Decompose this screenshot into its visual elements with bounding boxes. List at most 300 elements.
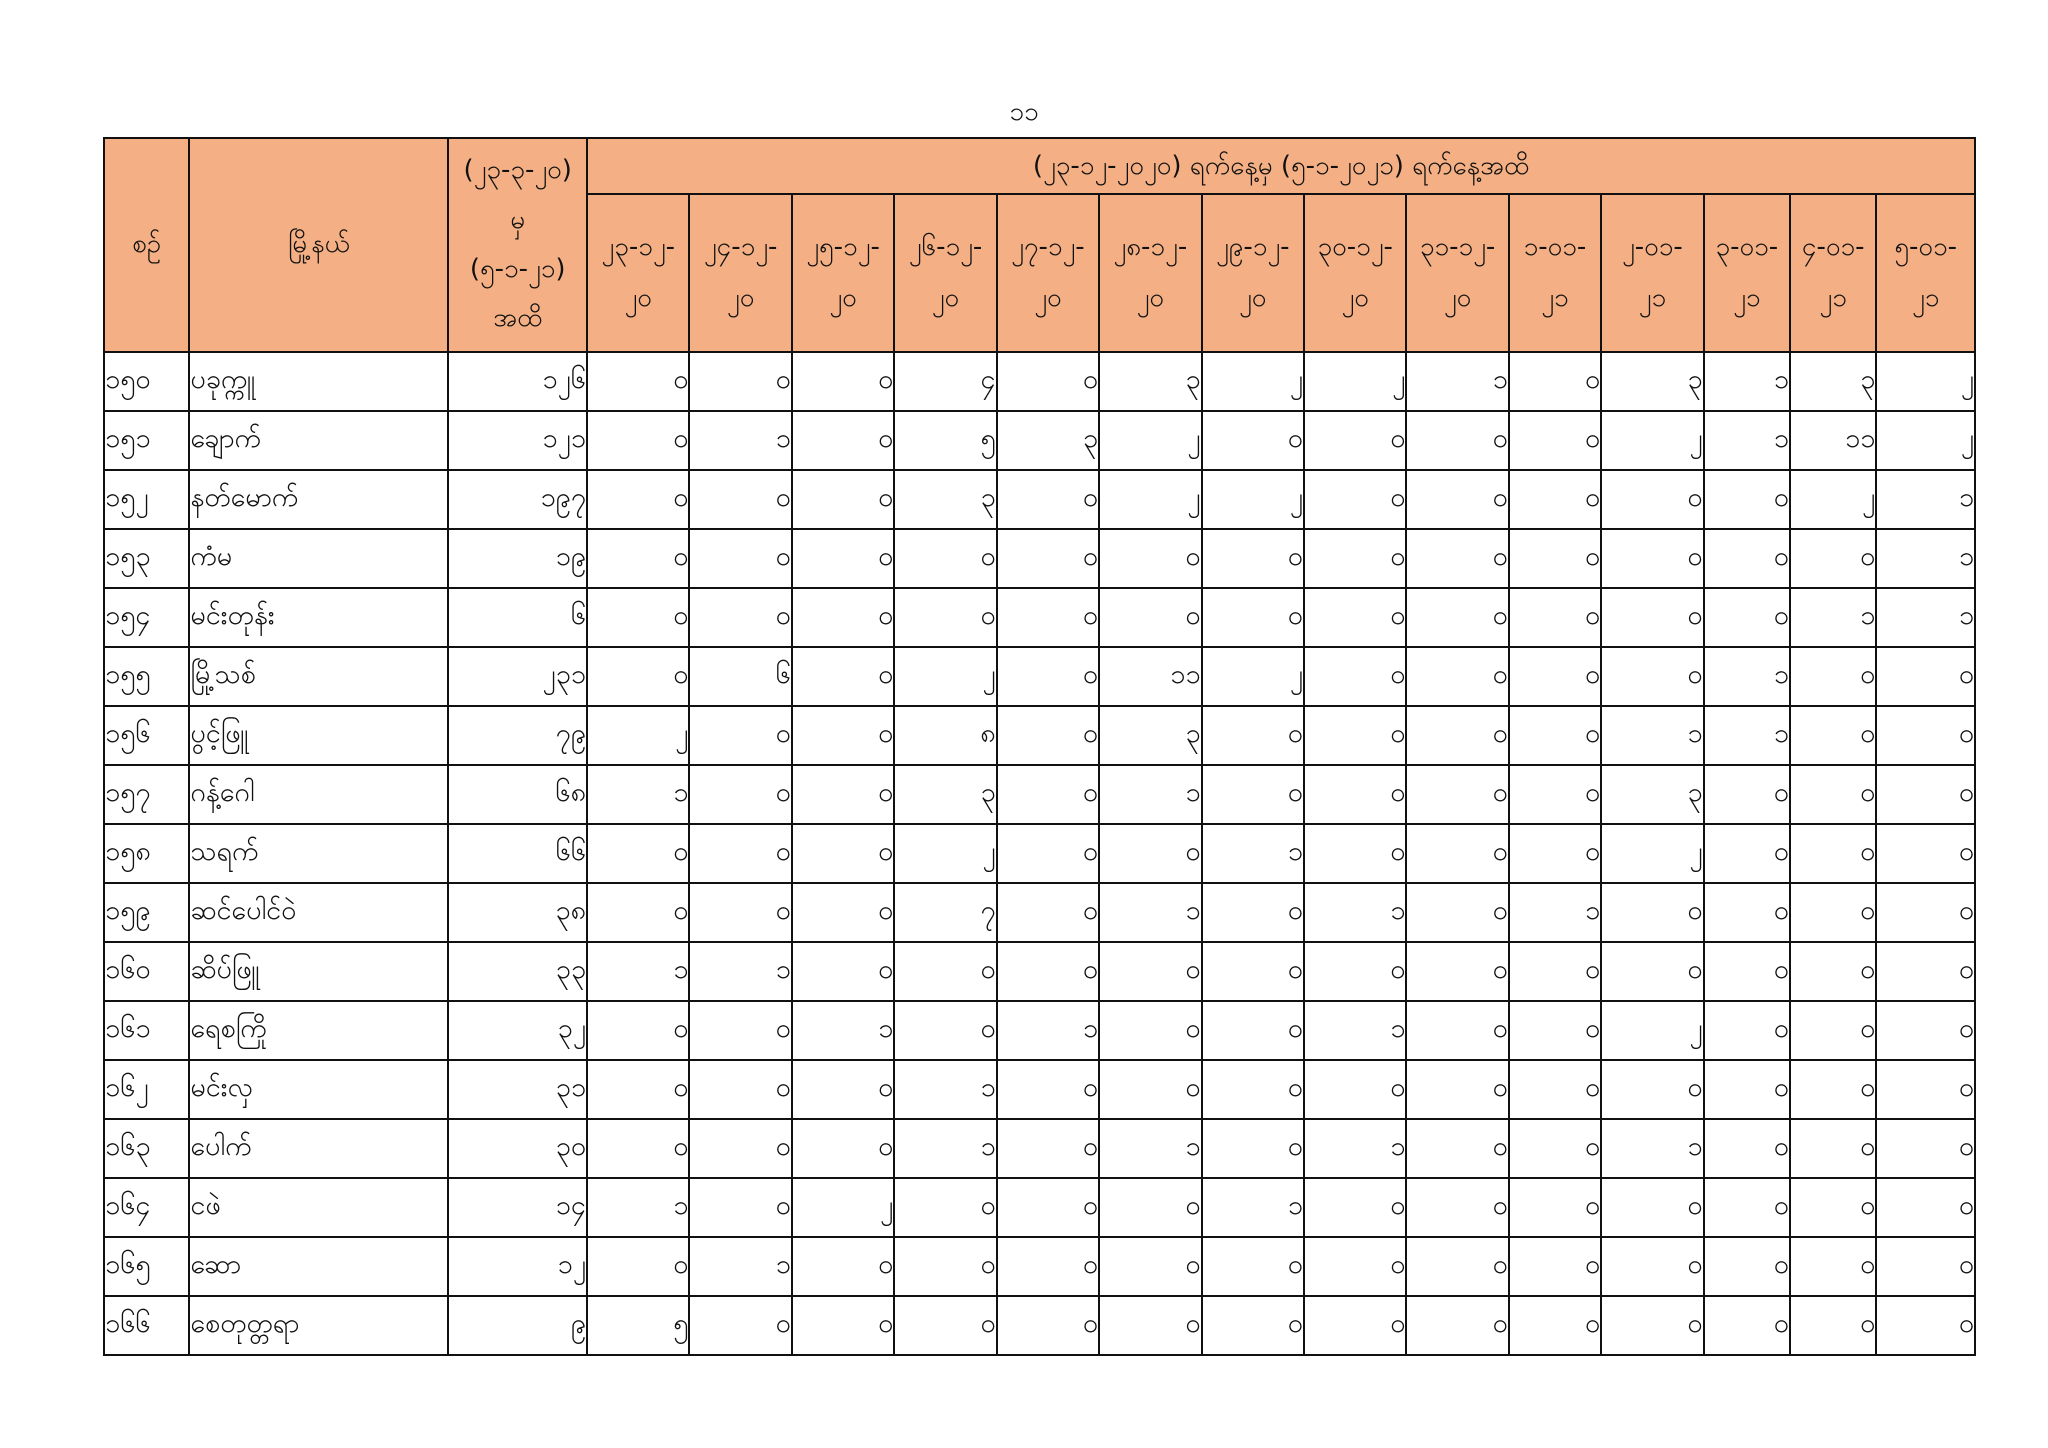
cell-daily-count: ၇ — [894, 883, 996, 942]
cell-daily-count: ၀ — [792, 1296, 894, 1355]
header-date-line1: ၃-၀၁- — [1715, 232, 1779, 263]
header-date-line2: ၂၀ — [1136, 283, 1165, 313]
cell-daily-count: ၃ — [894, 470, 996, 529]
cell-daily-count: ၀ — [1406, 824, 1508, 883]
cell-serial: ၁၅၀ — [104, 352, 189, 411]
cell-daily-count: ၂ — [1202, 647, 1304, 706]
header-date-line2: ၂၀ — [829, 283, 857, 313]
cell-daily-count: ၂ — [894, 824, 996, 883]
cell-daily-count: ၀ — [1876, 765, 1975, 824]
cell-daily-count: ၀ — [1790, 1237, 1876, 1296]
cell-daily-count: ၅ — [894, 411, 996, 470]
cell-daily-count: ၀ — [1099, 1001, 1201, 1060]
cell-daily-count: ၀ — [1601, 942, 1703, 1001]
cell-daily-count: ၀ — [1406, 706, 1508, 765]
cell-township: ဆော — [189, 1237, 448, 1296]
cell-daily-count: ၃ — [1099, 352, 1201, 411]
cell-daily-count: ၀ — [792, 352, 894, 411]
cell-daily-count: ၀ — [689, 470, 791, 529]
cell-daily-count: ၀ — [1304, 470, 1406, 529]
cell-daily-count: ၀ — [1790, 1060, 1876, 1119]
cell-serial: ၁၅၉ — [104, 883, 189, 942]
cell-daily-count: ၀ — [1790, 1178, 1876, 1237]
cell-daily-count: ၀ — [689, 529, 791, 588]
header-date-line2: ၂၀ — [931, 283, 960, 313]
cell-daily-count: ၀ — [1601, 470, 1703, 529]
header-date — [894, 194, 996, 352]
cell-daily-count: ၁ — [1099, 1119, 1201, 1178]
cell-total: ၁၉၇ — [448, 470, 587, 529]
cell-daily-count: ၀ — [1509, 647, 1601, 706]
cell-daily-count: ၀ — [997, 1060, 1099, 1119]
cell-daily-count: ၀ — [1876, 1296, 1975, 1355]
cell-daily-count: ၁ — [587, 1178, 689, 1237]
cell-daily-count: ၀ — [997, 942, 1099, 1001]
cell-total: ၃၁ — [448, 1060, 587, 1119]
cell-daily-count: ၀ — [1202, 1237, 1304, 1296]
cell-daily-count: ၀ — [894, 529, 996, 588]
header-date-line2: ၂၁ — [1541, 283, 1569, 313]
page-number: ၁၁ — [1009, 97, 1039, 127]
cell-daily-count: ၀ — [1509, 1119, 1601, 1178]
cell-daily-count: ၀ — [1601, 588, 1703, 647]
table-row — [104, 470, 1975, 529]
cell-daily-count: ၀ — [1202, 706, 1304, 765]
cell-daily-count: ၀ — [894, 1237, 996, 1296]
cell-daily-count: ၀ — [1202, 1119, 1304, 1178]
cell-daily-count: ၁ — [997, 1001, 1099, 1060]
header-date — [1704, 194, 1790, 352]
cell-daily-count: ၀ — [1099, 942, 1201, 1001]
cell-total: ၁၉ — [448, 529, 587, 588]
cell-serial: ၁၅၆ — [104, 706, 189, 765]
cell-daily-count: ၃ — [1601, 352, 1703, 411]
cell-daily-count: ၃ — [1099, 706, 1201, 765]
cell-daily-count: ၀ — [587, 588, 689, 647]
cell-daily-count: ၃ — [1790, 352, 1876, 411]
cell-daily-count: ၁ — [1704, 706, 1790, 765]
cell-daily-count: ၀ — [1202, 411, 1304, 470]
cell-daily-count: ၀ — [1304, 1060, 1406, 1119]
cell-township: မြို့သစ် — [189, 647, 448, 706]
cell-daily-count: ၀ — [1790, 1296, 1876, 1355]
header-date — [997, 194, 1099, 352]
cell-serial: ၁၆၂ — [104, 1060, 189, 1119]
cell-daily-count: ၀ — [792, 942, 894, 1001]
cell-daily-count: ၀ — [587, 529, 689, 588]
cell-daily-count: ၀ — [1304, 1296, 1406, 1355]
cell-daily-count: ၂ — [894, 647, 996, 706]
cell-daily-count: ၀ — [1304, 1178, 1406, 1237]
header-date-line1: ၂၉-၁၂- — [1215, 232, 1290, 263]
cell-serial: ၁၅၁ — [104, 411, 189, 470]
cell-daily-count: ၀ — [1704, 1237, 1790, 1296]
header-serial: စဉ် — [104, 138, 189, 352]
cell-daily-count: ၀ — [1406, 1237, 1508, 1296]
cell-serial: ၁၆၀ — [104, 942, 189, 1001]
table-row — [104, 765, 1975, 824]
cell-daily-count: ၀ — [587, 1237, 689, 1296]
cell-daily-count: ၀ — [894, 942, 996, 1001]
cell-daily-count: ၀ — [1406, 1178, 1508, 1237]
cell-total: ၉ — [448, 1296, 587, 1355]
cell-township: ဂန့်ဂေါ — [189, 765, 448, 824]
cell-township: ပခုက္ကူ — [189, 352, 448, 411]
cell-daily-count: ၁ — [792, 1001, 894, 1060]
cell-daily-count: ၀ — [1202, 1296, 1304, 1355]
cell-daily-count: ၀ — [1601, 1237, 1703, 1296]
cell-daily-count: ၁ — [1704, 352, 1790, 411]
cell-daily-count: ၀ — [1099, 1060, 1201, 1119]
cell-daily-count: ၀ — [1406, 411, 1508, 470]
cell-daily-count: ၀ — [1099, 529, 1201, 588]
table-row — [104, 411, 1975, 470]
header-date — [1876, 194, 1975, 352]
cell-daily-count: ၀ — [792, 411, 894, 470]
cell-total: ၃၀ — [448, 1119, 587, 1178]
cell-daily-count: ၀ — [1790, 1001, 1876, 1060]
header-date — [792, 194, 894, 352]
cell-daily-count: ၃ — [894, 765, 996, 824]
cell-daily-count: ၀ — [1406, 942, 1508, 1001]
header-date — [587, 194, 689, 352]
cell-serial: ၁၅၅ — [104, 647, 189, 706]
cell-daily-count: ၀ — [1509, 1296, 1601, 1355]
cell-daily-count: ၀ — [1304, 824, 1406, 883]
cell-daily-count: ၀ — [1509, 352, 1601, 411]
cell-daily-count: ၀ — [1876, 647, 1975, 706]
cell-daily-count: ၀ — [1704, 1178, 1790, 1237]
cell-daily-count: ၁ — [1304, 1001, 1406, 1060]
header-date-line2: ၂၀ — [1239, 283, 1267, 313]
cell-daily-count: ၀ — [1509, 470, 1601, 529]
cell-daily-count: ၀ — [1509, 1178, 1601, 1237]
cell-daily-count: ၁ — [1876, 470, 1975, 529]
cell-daily-count: ၀ — [689, 765, 791, 824]
cell-daily-count: ၀ — [997, 824, 1099, 883]
cell-daily-count: ၀ — [689, 706, 791, 765]
cell-daily-count: ၀ — [1509, 529, 1601, 588]
table-row — [104, 1001, 1975, 1060]
cell-daily-count: ၆ — [689, 647, 791, 706]
cell-daily-count: ၀ — [1509, 1001, 1601, 1060]
cell-daily-count: ၀ — [587, 1001, 689, 1060]
cell-daily-count: ၀ — [1406, 588, 1508, 647]
cell-township: ငဖဲ — [189, 1178, 448, 1237]
cell-daily-count: ၀ — [1704, 824, 1790, 883]
header-date-line1: ၂-၀၁- — [1621, 232, 1683, 263]
table-row — [104, 529, 1975, 588]
table-row — [104, 1178, 1975, 1237]
cell-daily-count: ၀ — [1406, 1060, 1508, 1119]
cell-daily-count: ၀ — [997, 647, 1099, 706]
header-date-line2: ၂၀ — [1034, 283, 1062, 313]
cell-daily-count: ၁ — [1876, 588, 1975, 647]
header-date — [1202, 194, 1304, 352]
cell-daily-count: ၀ — [1704, 1119, 1790, 1178]
header-date — [1304, 194, 1406, 352]
header-total-line3: (၅-၁-၂၁) — [469, 254, 566, 284]
cell-daily-count: ၀ — [997, 706, 1099, 765]
cell-daily-count: ၀ — [1202, 1060, 1304, 1119]
cell-total: ၆ — [448, 588, 587, 647]
cell-daily-count: ၀ — [1704, 765, 1790, 824]
cell-daily-count: ၀ — [1099, 824, 1201, 883]
cell-daily-count: ၃ — [1601, 765, 1703, 824]
header-date — [1601, 194, 1703, 352]
cell-daily-count: ၁ — [1406, 352, 1508, 411]
cell-daily-count: ၀ — [1790, 765, 1876, 824]
cell-serial: ၁၅၇ — [104, 765, 189, 824]
cell-serial: ၁၅၃ — [104, 529, 189, 588]
cell-daily-count: ၀ — [1304, 411, 1406, 470]
cell-daily-count: ၀ — [1790, 942, 1876, 1001]
header-date-range: (၂၃-၁၂-၂၀၂၀) ရက်နေ့မှ (၅-၁-၂၀၂၁) ရက်နေ့အထိ — [587, 138, 1975, 194]
cell-daily-count: ၀ — [689, 824, 791, 883]
cell-daily-count: ၀ — [894, 1178, 996, 1237]
cell-total: ၆၈ — [448, 765, 587, 824]
cell-daily-count: ၀ — [1704, 470, 1790, 529]
cell-daily-count: ၀ — [792, 647, 894, 706]
cell-daily-count: ၀ — [894, 1001, 996, 1060]
cell-total: ၇၉ — [448, 706, 587, 765]
cell-daily-count: ၀ — [1704, 1060, 1790, 1119]
cell-daily-count: ၀ — [1202, 883, 1304, 942]
cell-daily-count: ၄ — [894, 352, 996, 411]
header-date-line1: ၂၃-၁၂- — [601, 232, 675, 263]
cell-daily-count: ၀ — [1304, 588, 1406, 647]
cell-daily-count: ၀ — [792, 588, 894, 647]
table-row — [104, 883, 1975, 942]
cell-total: ၁၂ — [448, 1237, 587, 1296]
cell-daily-count: ၁ — [1601, 706, 1703, 765]
table-row — [104, 824, 1975, 883]
cell-daily-count: ၁ — [1704, 411, 1790, 470]
cell-daily-count: ၀ — [1304, 706, 1406, 765]
cell-daily-count: ၂ — [1601, 824, 1703, 883]
cell-daily-count: ၀ — [1601, 883, 1703, 942]
cell-daily-count: ၁ — [1509, 883, 1601, 942]
table-header — [104, 138, 1975, 352]
cell-daily-count: ၀ — [792, 883, 894, 942]
cell-daily-count: ၀ — [1509, 1237, 1601, 1296]
cell-daily-count: ၂ — [1876, 411, 1975, 470]
cell-daily-count: ၀ — [1202, 588, 1304, 647]
cell-township: သရက် — [189, 824, 448, 883]
cell-daily-count: ၀ — [1601, 1060, 1703, 1119]
header-date-line2: ၂၁ — [1911, 283, 1940, 313]
cell-serial: ၁၆၅ — [104, 1237, 189, 1296]
cell-daily-count: ၀ — [689, 1060, 791, 1119]
header-total-line4: အထိ — [493, 303, 543, 334]
cell-daily-count: ၁ — [1790, 588, 1876, 647]
cell-daily-count: ၀ — [1790, 529, 1876, 588]
header-date — [1509, 194, 1601, 352]
cell-daily-count: ၁ — [1304, 883, 1406, 942]
table-body — [104, 352, 1975, 1355]
header-date-line2: ၂၀ — [624, 283, 652, 313]
header-date-line1: ၄-၀၁- — [1801, 232, 1865, 263]
cell-daily-count: ၀ — [689, 1296, 791, 1355]
cell-daily-count: ၀ — [1304, 942, 1406, 1001]
cell-daily-count: ၀ — [1876, 942, 1975, 1001]
header-date-line2: ၂၁ — [1638, 283, 1667, 313]
cell-daily-count: ၀ — [1406, 1119, 1508, 1178]
cell-daily-count: ၀ — [894, 588, 996, 647]
cell-daily-count: ၀ — [1202, 529, 1304, 588]
data-table — [103, 137, 1976, 1356]
header-date — [689, 194, 791, 352]
cell-daily-count: ၀ — [1601, 1178, 1703, 1237]
cell-daily-count: ၀ — [997, 352, 1099, 411]
cell-daily-count: ၀ — [1790, 647, 1876, 706]
cell-daily-count: ၀ — [1099, 1178, 1201, 1237]
table-row — [104, 588, 1975, 647]
cell-daily-count: ၀ — [587, 352, 689, 411]
cell-daily-count: ၀ — [1406, 1001, 1508, 1060]
cell-daily-count: ၀ — [997, 1178, 1099, 1237]
cell-daily-count: ၀ — [587, 647, 689, 706]
cell-daily-count: ၂ — [792, 1178, 894, 1237]
cell-daily-count: ၀ — [1509, 765, 1601, 824]
cell-daily-count: ၁ — [894, 1060, 996, 1119]
cell-total: ၃၃ — [448, 942, 587, 1001]
header-date-line1: ၂၆-၁၂- — [908, 232, 983, 263]
cell-daily-count: ၀ — [1601, 529, 1703, 588]
cell-daily-count: ၀ — [689, 1119, 791, 1178]
cell-serial: ၁၅၄ — [104, 588, 189, 647]
cell-serial: ၁၆၁ — [104, 1001, 189, 1060]
cell-daily-count: ၀ — [587, 1060, 689, 1119]
cell-daily-count: ၀ — [689, 1178, 791, 1237]
cell-daily-count: ၀ — [1509, 942, 1601, 1001]
cell-daily-count: ၀ — [689, 352, 791, 411]
table-row — [104, 942, 1975, 1001]
cell-daily-count: ၀ — [997, 529, 1099, 588]
header-date-line1: ၂၅-၁၂- — [806, 232, 880, 263]
cell-daily-count: ၀ — [1202, 942, 1304, 1001]
cell-daily-count: ၀ — [1406, 883, 1508, 942]
cell-daily-count: ၀ — [1876, 1119, 1975, 1178]
cell-township: စေတုတ္တရာ — [189, 1296, 448, 1355]
cell-daily-count: ၃ — [997, 411, 1099, 470]
header-date-line1: ၂၈-၁၂- — [1113, 232, 1188, 263]
header-date — [1790, 194, 1876, 352]
cell-township: ဆင်ပေါင်ဝဲ — [189, 883, 448, 942]
table-row — [104, 352, 1975, 411]
cell-daily-count: ၀ — [1876, 1178, 1975, 1237]
header-date-line1: ၃၁-၁၂- — [1419, 232, 1496, 263]
cell-daily-count: ၀ — [1509, 411, 1601, 470]
table-row — [104, 706, 1975, 765]
cell-daily-count: ၀ — [997, 765, 1099, 824]
cell-daily-count: ၀ — [1876, 883, 1975, 942]
cell-daily-count: ၂ — [587, 706, 689, 765]
cell-daily-count: ၁ — [1304, 1119, 1406, 1178]
cell-township: မင်းတုန်း — [189, 588, 448, 647]
cell-daily-count: ၀ — [1790, 824, 1876, 883]
cell-township: ရေစကြို — [189, 1001, 448, 1060]
cell-daily-count: ၁ — [1202, 824, 1304, 883]
cell-daily-count: ၁ — [1876, 529, 1975, 588]
cell-township: ပွင့်ဖြူ — [189, 706, 448, 765]
cell-daily-count: ၀ — [1876, 1237, 1975, 1296]
header-date-line2: ၂၀ — [1341, 283, 1369, 313]
cell-total: ၃၈ — [448, 883, 587, 942]
cell-daily-count: ၂ — [1202, 470, 1304, 529]
cell-total: ၆၆ — [448, 824, 587, 883]
cell-township: ချောက် — [189, 411, 448, 470]
cell-daily-count: ၀ — [1406, 765, 1508, 824]
header-township: မြို့နယ် — [189, 138, 448, 352]
cell-daily-count: ၀ — [689, 1001, 791, 1060]
cell-daily-count: ၀ — [1202, 765, 1304, 824]
cell-daily-count: ၀ — [1876, 824, 1975, 883]
cell-daily-count: ၀ — [1509, 706, 1601, 765]
cell-daily-count: ၀ — [587, 883, 689, 942]
cell-daily-count: ၀ — [792, 765, 894, 824]
cell-daily-count: ၀ — [1704, 1296, 1790, 1355]
cell-daily-count: ၂ — [1304, 352, 1406, 411]
cell-daily-count: ၀ — [997, 883, 1099, 942]
cell-daily-count: ၀ — [997, 588, 1099, 647]
header-date-line1: ၅-၀၁- — [1894, 232, 1957, 263]
header-total — [448, 138, 587, 352]
cell-daily-count: ၀ — [997, 1296, 1099, 1355]
cell-daily-count: ၀ — [792, 1060, 894, 1119]
cell-daily-count: ၀ — [587, 1119, 689, 1178]
cell-daily-count: ၀ — [1704, 942, 1790, 1001]
cell-daily-count: ၀ — [1099, 1237, 1201, 1296]
cell-daily-count: ၀ — [1509, 1060, 1601, 1119]
cell-daily-count: ၀ — [1704, 883, 1790, 942]
cell-daily-count: ၂ — [1099, 411, 1201, 470]
cell-daily-count: ၀ — [1790, 706, 1876, 765]
cell-total: ၂၃၁ — [448, 647, 587, 706]
cell-daily-count: ၀ — [1509, 824, 1601, 883]
cell-daily-count: ၀ — [1704, 529, 1790, 588]
cell-daily-count: ၀ — [1099, 1296, 1201, 1355]
cell-daily-count: ၁ — [894, 1119, 996, 1178]
cell-daily-count: ၀ — [1099, 588, 1201, 647]
header-date-line2: ၂၁ — [1733, 283, 1761, 313]
cell-daily-count: ၁ — [587, 942, 689, 1001]
cell-daily-count: ၀ — [1704, 1001, 1790, 1060]
cell-township: ပေါက် — [189, 1119, 448, 1178]
cell-daily-count: ၀ — [792, 470, 894, 529]
cell-daily-count: ၀ — [792, 529, 894, 588]
cell-daily-count: ၀ — [792, 1119, 894, 1178]
cell-township: ဆိပ်ဖြူ — [189, 942, 448, 1001]
header-date-line1: ၁-၀၁- — [1523, 232, 1587, 263]
cell-daily-count: ၂ — [1790, 470, 1876, 529]
cell-daily-count: ၂ — [1876, 352, 1975, 411]
cell-serial: ၁၅၂ — [104, 470, 189, 529]
cell-daily-count: ၁၁ — [1790, 411, 1876, 470]
cell-daily-count: ၀ — [689, 588, 791, 647]
cell-daily-count: ၁ — [1704, 647, 1790, 706]
cell-total: ၁၄ — [448, 1178, 587, 1237]
cell-daily-count: ၈ — [894, 706, 996, 765]
cell-daily-count: ၀ — [1304, 1237, 1406, 1296]
cell-serial: ၁၆၃ — [104, 1119, 189, 1178]
cell-total: ၃၂ — [448, 1001, 587, 1060]
cell-serial: ၁၆၄ — [104, 1178, 189, 1237]
cell-daily-count: ၀ — [792, 824, 894, 883]
cell-daily-count: ၀ — [1509, 588, 1601, 647]
cell-daily-count: ၀ — [1601, 1296, 1703, 1355]
cell-daily-count: ၀ — [894, 1296, 996, 1355]
